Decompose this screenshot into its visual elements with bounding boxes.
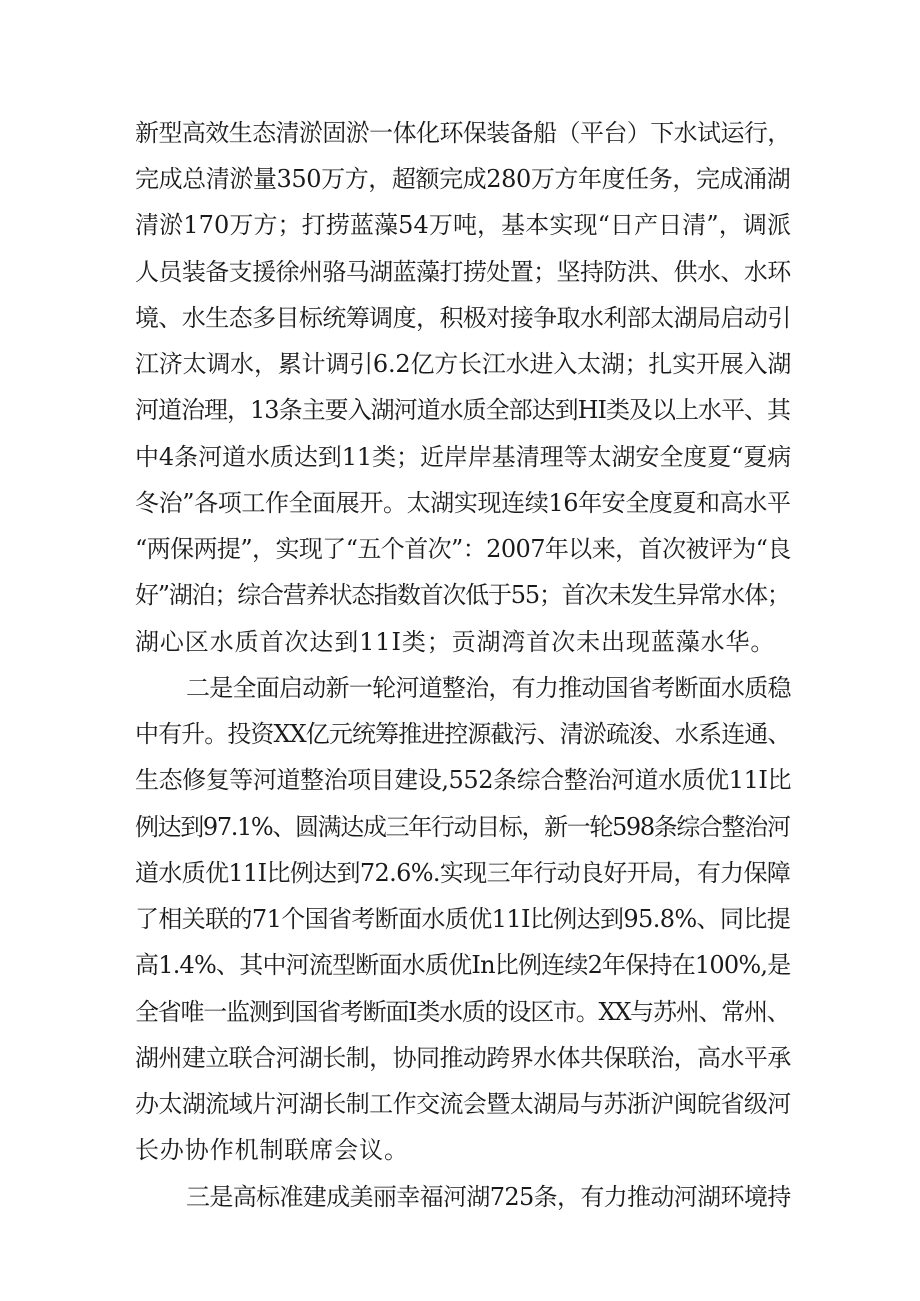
- paragraph-2-line-3: 生态修复等河道整治项目建设,552条综合整治河道水质优11I比: [135, 766, 792, 794]
- paragraph-1-line-10: “两保两提”，实现了“五个首次”：2007年以来，首次被评为“良: [135, 535, 791, 563]
- paragraph-1-line-9: 冬治”各项工作全面展开。太湖实现连续16年安全度夏和高水平: [135, 489, 791, 517]
- paragraph-1-line-4: 人员装备支援徐州骆马湖蓝藻打捞处置；坚持防洪、供水、水环: [135, 258, 791, 286]
- paragraph-1-line-7: 河道治理，13条主要入湖河道水质全部达到HI类及以上水平、其: [135, 396, 791, 424]
- paragraph-1-line-2: 完成总清淤量350万方，超额完成280万方年度任务，完成涌湖: [135, 165, 791, 193]
- paragraph-1-line-3: 清淤170万方；打捞蓝藻54万吨，基本实现“日产日清”，调派: [135, 211, 792, 239]
- paragraph-1-line-6: 江济太调水，累计调引6.2亿方长江水进入太湖；扎实开展入湖: [135, 350, 792, 378]
- paragraph-2-line-9: 湖州建立联合河湖长制，协同推动跨界水体共保联治，高水平承: [135, 1044, 791, 1072]
- paragraph-1-line-1: 新型高效生态清淤固淤一体化环保装备船（平台）下水试运行，: [135, 119, 791, 147]
- paragraph-2-line-2: 中有升。投资XX亿元统筹推进控源截污、清淤疏浚、水系连通、: [135, 720, 791, 748]
- paragraph-2-line-10: 办太湖流域片河湖长制工作交流会暨太湖局与苏浙沪闽皖省级河: [135, 1090, 791, 1118]
- paragraph-2-line-5: 道水质优11I比例达到72.6%.实现三年行动良好开局，有力保障: [135, 859, 791, 887]
- paragraph-2-line-7: 高1.4%、其中河流型断面水质优In比例连续2年保持在100%,是: [135, 951, 791, 979]
- paragraph-1-line-8: 中4条河道水质达到11类；近岸岸基清理等太湖安全度夏“夏病: [135, 443, 792, 471]
- paragraph-3-line-1: 三是高标准建成美丽幸福河湖725条，有力推动河湖环境持: [186, 1183, 791, 1211]
- paragraph-2-line-1: 二是全面启动新一轮河道整治，有力推动国省考断面水质稳: [186, 674, 791, 702]
- paragraph-1-line-12: 湖心区水质首次达到11I类；贡湖湾首次未出现蓝藻水华。: [135, 628, 776, 656]
- paragraph-2-line-11: 长办协作机制联席会议。: [135, 1136, 409, 1164]
- paragraph-2-line-8: 全省唯一监测到国省考断面I类水质的设区市。XX与苏州、常州、: [135, 998, 790, 1026]
- paragraph-2-line-6: 了相关联的71个国省考断面水质优11I比例达到95.8%、同比提: [135, 905, 791, 933]
- paragraph-1-line-11: 好”湖泊；综合营养状态指数首次低于55；首次未发生异常水体；: [135, 581, 790, 609]
- paragraph-1-line-5: 境、水生态多目标统筹调度，积极对接争取水利部太湖局启动引: [135, 304, 791, 332]
- paragraph-2-line-4: 例达到97.1%、圆满达成三年行动目标，新一轮598条综合整治河: [135, 813, 790, 841]
